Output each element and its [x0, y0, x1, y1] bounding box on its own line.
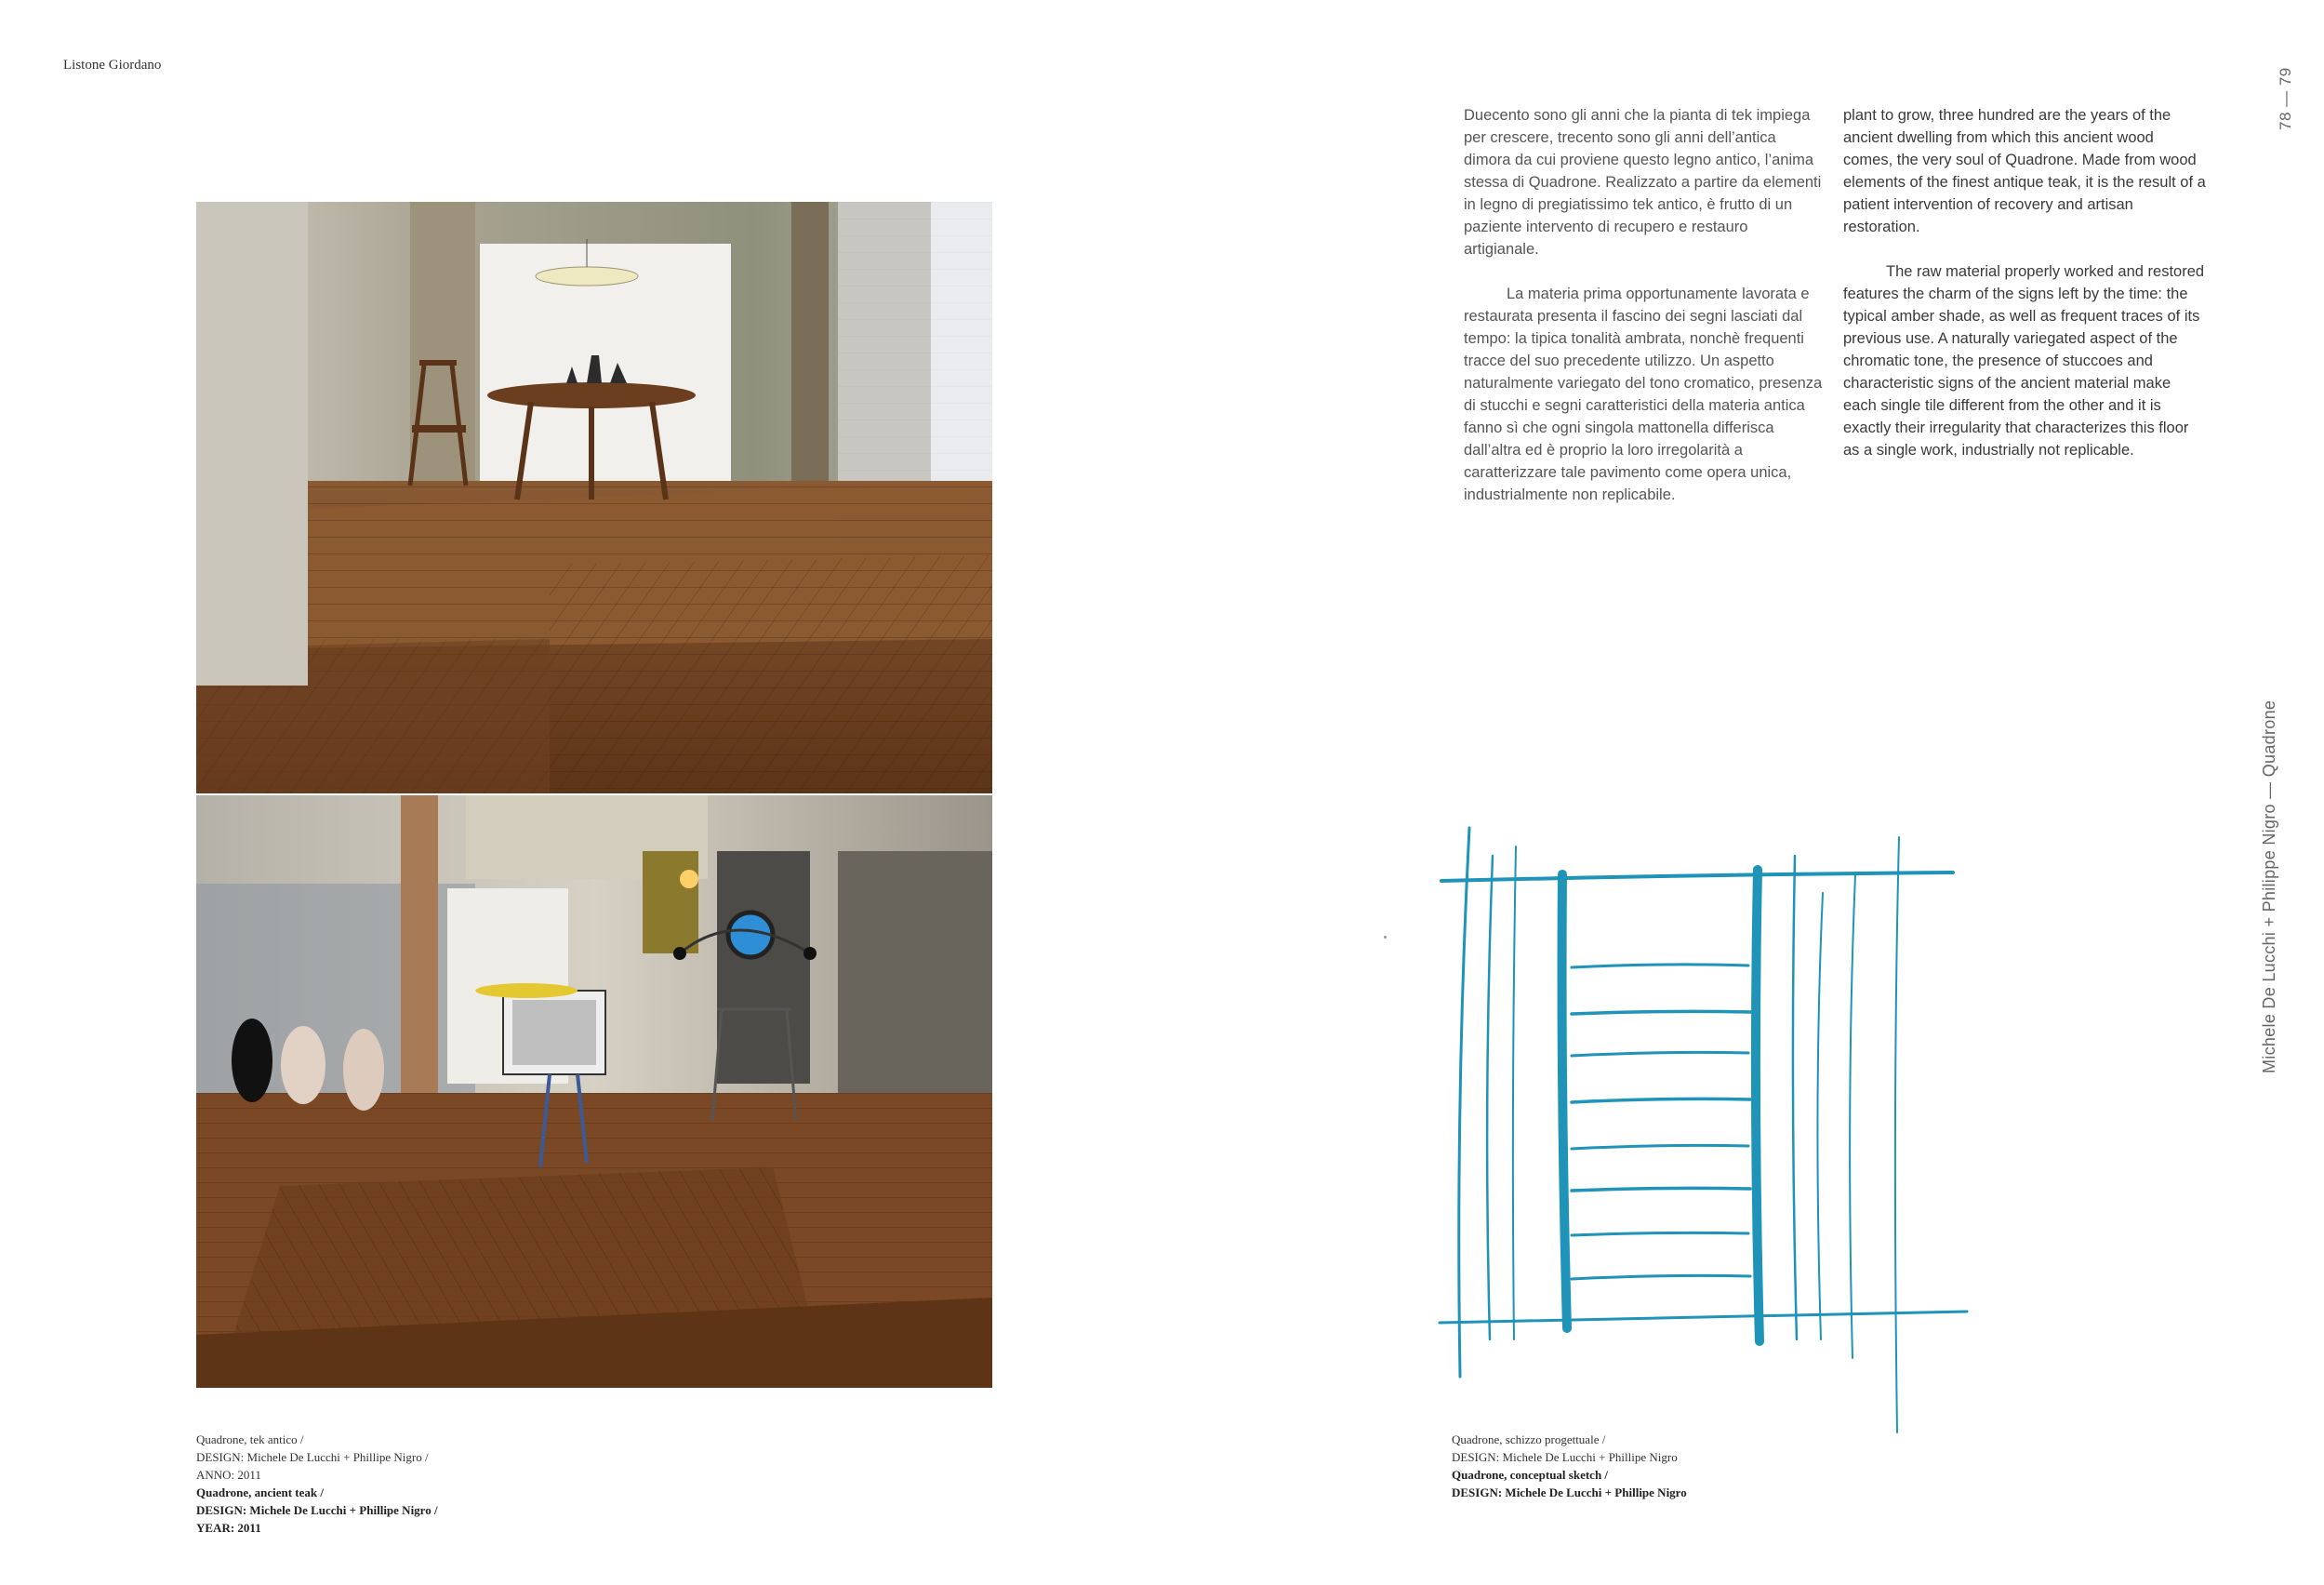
- caption-line-bold: Quadrone, ancient teak /: [196, 1485, 324, 1499]
- paragraph-it-2: La materia prima opportunamente lavorata e restaurata presenta il fascino dei segni lasciati dal tempo: la tipica tonalità ambrata, nonchè frequenti tracce del suo precedente utilizzo. Un aspetto naturalmente variegato del tono cromatico, presenza di stucchi e segni caratteristici della materia antica fanno sì che ogni singola mattonella differisca dall’altra ed è proprio la loro irregolarità a caratterizzare tale pavimento come opera unica, industrialmente non replicabile.: [1464, 286, 1823, 503]
- caption-line-bold: Quadrone, conceptual sketch /: [1452, 1468, 1609, 1482]
- page-number: 78 — 79: [2277, 67, 2294, 130]
- caption-line: Quadrone, schizzo progettuale /: [1452, 1432, 1606, 1446]
- caption-line: DESIGN: Michele De Lucchi + Phillipe Nigro /: [196, 1450, 429, 1464]
- caption-line: Quadrone, tek antico /: [196, 1432, 304, 1446]
- caption-line-bold: YEAR: 2011: [196, 1521, 261, 1535]
- caption-left: [196, 1431, 438, 1537]
- sketch-conceptual: [1432, 819, 1972, 1442]
- caption-line-bold: DESIGN: Michele De Lucchi + Phillipe Nigro: [1452, 1485, 1687, 1499]
- text-column-italian: [1464, 104, 1826, 528]
- text-column-english: [1843, 104, 2206, 484]
- photo-chair-room: [196, 795, 992, 1388]
- caption-line-bold: DESIGN: Michele De Lucchi + Phillipe Nigro /: [196, 1503, 438, 1517]
- small-mark: [1384, 936, 1387, 939]
- caption-right: [1452, 1431, 1687, 1501]
- paragraph-it-1: Duecento sono gli anni che la pianta di tek impiega per crescere, trecento sono gli anni dell’antica dimora da cui proviene questo legno antico, l’anima stessa di Quadrone. Realizzato a partire da elementi in legno di pregiatissimo tek antico, è frutto di un paziente intervento di recupero e restauro artigianale.: [1464, 107, 1822, 258]
- caption-line: DESIGN: Michele De Lucchi + Phillipe Nigro: [1452, 1450, 1678, 1464]
- side-title: Michele De Lucchi + Philippe Nigro — Quadrone: [2260, 699, 2278, 1073]
- brand-name: Listone Giordano: [63, 58, 162, 73]
- photo-dining-room: [196, 202, 992, 793]
- caption-line: ANNO: 2011: [196, 1468, 261, 1482]
- paragraph-en-2: The raw material properly worked and restored features the charm of the signs left by the time: the typical amber shade, as well as frequent traces of its previous use. A naturally variegated aspect of the chromatic tone, the presence of stuccoes and characteristic signs of the ancient material make each single tile different from the other and it is exactly their irregularity that characterizes this floor as a single work, industrially not replicable.: [1843, 263, 2205, 459]
- paragraph-en-1: plant to grow, three hundred are the years of the ancient dwelling from which this ancient wood comes, the very soul of Quadrone. Made from wood elements of the finest antique teak, it is the result of a patient intervention of recovery and artisan restoration.: [1843, 107, 2206, 235]
